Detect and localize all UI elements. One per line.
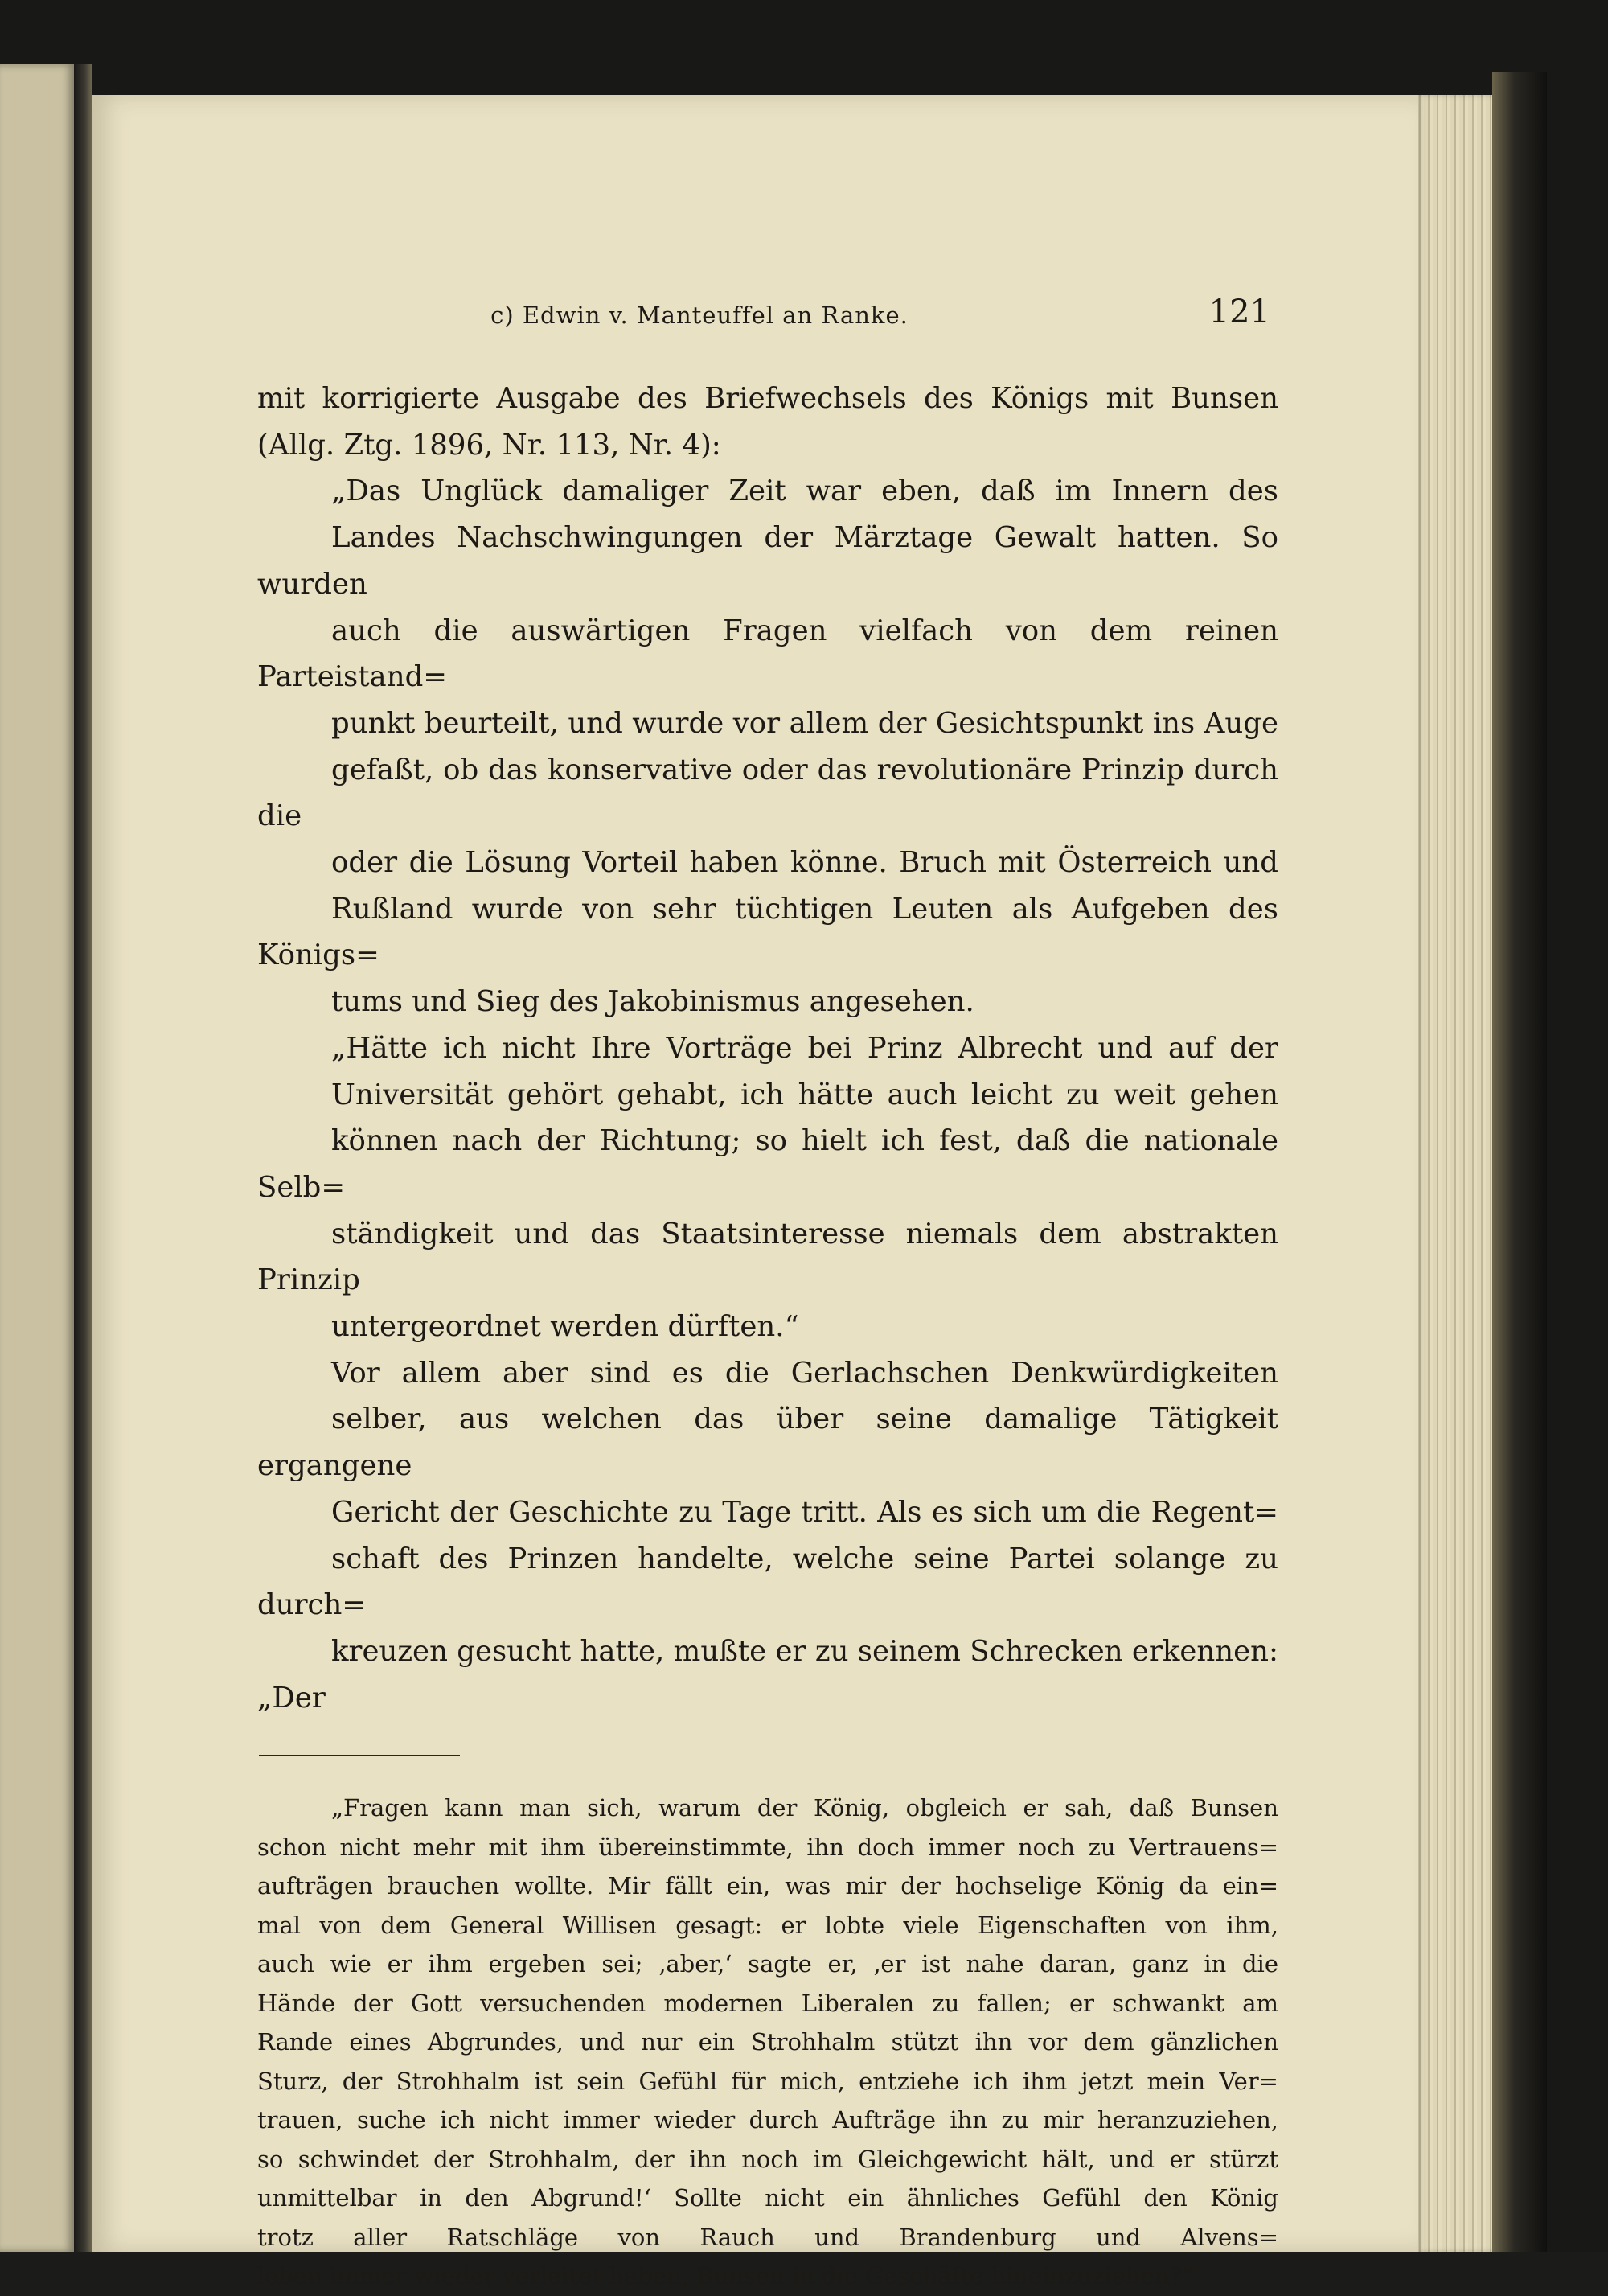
footnote-line: Sturz, der Strohhalm ist sein Gefühl für mich, entziehe ich ihm jetzt mein Ver= xyxy=(257,2067,1278,2095)
text-line: „Das Unglück damaliger Zeit war eben, daß im Innern des xyxy=(331,474,1278,508)
text-line: (Allg. Ztg. 1896, Nr. 113, Nr. 4): xyxy=(257,428,721,462)
text-line: punkt beurteilt, und wurde vor allem der Gesichtspunkt ins Auge xyxy=(331,706,1278,740)
paragraph xyxy=(257,1025,1278,1350)
paragraph xyxy=(257,1350,1278,1722)
text-line: kreuzen gesucht hatte, mußte er zu seinem Schrecken erkennen: „Der xyxy=(257,1634,1278,1715)
text-line: Rußland wurde von sehr tüchtigen Leuten als Aufgeben des Königs= xyxy=(257,892,1278,972)
footnote-line: Rande eines Abgrundes, und nur ein Strohhalm stützt ihn vor dem gänzlichen xyxy=(257,2028,1278,2056)
text-line: gefaßt, ob das konservative oder das revolutionäre Prinzip durch die xyxy=(257,753,1278,833)
footnote-line: Hände der Gott versuchenden modernen Liberalen zu fallen; er schwankt am xyxy=(257,1989,1278,2017)
footnote-line: leben immer wieder verleitet haben, Bunsen in die Geschäfte hineinzuziehen?“ xyxy=(257,2262,1194,2290)
book-cover-edge xyxy=(1492,72,1547,2252)
text-line: „Hätte ich nicht Ihre Vorträge bei Prinz Albrecht und auf der xyxy=(331,1031,1278,1065)
text-line: auch die auswärtigen Fragen vielfach von dem reinen Parteistand= xyxy=(257,614,1278,694)
text-line: Gericht der Geschichte zu Tage tritt. Als es sich um die Regent= xyxy=(331,1495,1278,1529)
text-line: selber, aus welchen das über seine damalige Tätigkeit ergangene xyxy=(257,1403,1278,1483)
footnote-line: aufträgen brauchen wollte. Mir fällt ein, was mir der hochselige König da ein= xyxy=(257,1872,1278,1900)
text-line: Vor allem aber sind es die Gerlachschen Denkwürdigkeiten xyxy=(331,1356,1278,1390)
body-text xyxy=(257,376,1278,1721)
text-line: Universität gehört gehabt, ich hätte auch leicht zu weit gehen xyxy=(331,1078,1278,1111)
footnote-line: schon nicht mehr mit ihm übereinstimmte, ihn doch immer noch zu Vertrauens= xyxy=(257,1833,1278,1861)
book-page xyxy=(92,95,1418,2290)
facing-page-edge xyxy=(0,64,74,2252)
text-line: schaft des Prinzen handelte, welche seine Partei solange zu durch= xyxy=(257,1542,1278,1622)
text-line: mit korrigierte Ausgabe des Briefwechsels des Königs mit Bunsen xyxy=(257,382,1278,415)
running-header xyxy=(257,294,1278,342)
footnote-line: unmittelbar in den Abgrund!‘ Sollte nicht ein ähnliches Gefühl den König xyxy=(257,2184,1278,2212)
text-line: oder die Lösung Vorteil haben könne. Bruch mit Österreich und xyxy=(331,846,1278,880)
text-line: Landes Nachschwingungen der Märztage Gewalt hatten. So wurden xyxy=(257,521,1278,601)
page-stack-edges xyxy=(1415,95,1492,2252)
footnote-line: trauen, suche ich nicht immer wieder durch Aufträge ihn zu mir heranzuziehen, xyxy=(257,2106,1278,2134)
page-number: 121 xyxy=(1208,294,1270,331)
footnote-line: trotz aller Ratschläge von Rauch und Brandenburg und Alvens= xyxy=(257,2223,1278,2251)
footnote-rule xyxy=(259,1755,460,1756)
footnote-line: so schwindet der Strohhalm, der ihn noch im Gleichgewicht hält, und er stürzt xyxy=(257,2145,1278,2173)
footnote-line: auch wie er ihm ergeben sei; ‚aber,‘ sagte er, ‚er ist nahe daran, ganz in die xyxy=(257,1950,1278,1978)
paragraph xyxy=(257,468,1278,1025)
text-line: können nach der Richtung; so hielt ich fest, daß die nationale Selb= xyxy=(257,1124,1278,1204)
footnote-line: „Fragen kann man sich, warum der König, obgleich er sah, daß Bunsen xyxy=(331,1794,1278,1822)
page-content xyxy=(257,294,1278,2296)
book-gutter xyxy=(74,64,92,2252)
paragraph xyxy=(257,376,1278,468)
running-title: c) Edwin v. Manteuffel an Ranke. xyxy=(490,302,909,329)
footnote-line: mal von dem General Willisen gesagt: er lobte viele Eigenschaften von ihm, xyxy=(257,1911,1278,1939)
text-line: untergeordnet werden dürften.“ xyxy=(331,1310,799,1344)
text-line: ständigkeit und das Staatsinteresse niemals dem abstrakten Prinzip xyxy=(257,1217,1278,1297)
text-line: tums und Sieg des Jakobinismus angesehen. xyxy=(331,985,974,1019)
footnote xyxy=(257,1789,1278,2296)
